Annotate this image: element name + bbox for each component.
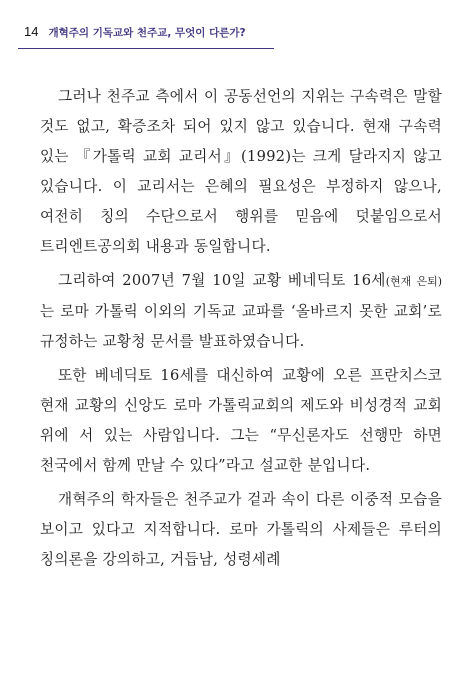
- paragraph-4: 개혁주의 학자들은 천주교가 겉과 속이 다른 이중적 모습을 보이고 있다고 지적합니다. 로마 가톨릭의 사제들은 루터의 칭의론을 강의하고, 거듭남, 성령세례: [40, 491, 442, 568]
- header-rule: [18, 48, 274, 49]
- page-header: [24, 24, 246, 40]
- paragraph-2: [40, 266, 442, 357]
- paragraph-1: 그러나 천주교 측에서 이 공동선언의 지위는 구속력은 말할 것도 없고, 확증조차 되어 있지 않고 있습니다. 현재 구속력 있는 『가톨릭 교회 교리서』(1992)는 크게 달라지지 않고 있습니다. 이 교리서는 은혜의 필요성은 부정하지 않으나, 여전히 칭의 수단으로서 행위를 믿음에 덧붙임으로서 트리엔트공의회 내용과 동일합니다.: [40, 88, 442, 255]
- body-text: [40, 82, 442, 575]
- paragraph-2-rest: 는 로마 가톨릭 이외의 기독교 교파를 ‘올바르지 못한 교회’로 규정하는 교황청 문서를 발표하였습니다.: [40, 303, 442, 350]
- page-number: 14: [24, 24, 39, 39]
- running-title: 개혁주의 기독교와 천주교, 무엇이 다른가?: [48, 27, 246, 39]
- paragraph-3: 또한 베네딕토 16세를 대신하여 교황에 오른 프란치스코 현재 교황의 신앙도 로마 가톨릭교회의 제도와 비성경적 교회 위에 서 있는 사람입니다. 그는 “무신론자도 선행만 하면 천국에서 함께 만날 수 있다”라고 설교한 분입니다.: [40, 367, 442, 474]
- paragraph-2-lead: 그리하여 2007년 7월 10일 교황 베네딕토 16세: [58, 272, 386, 289]
- paragraph-2-aside: (현재 은퇴): [385, 275, 442, 288]
